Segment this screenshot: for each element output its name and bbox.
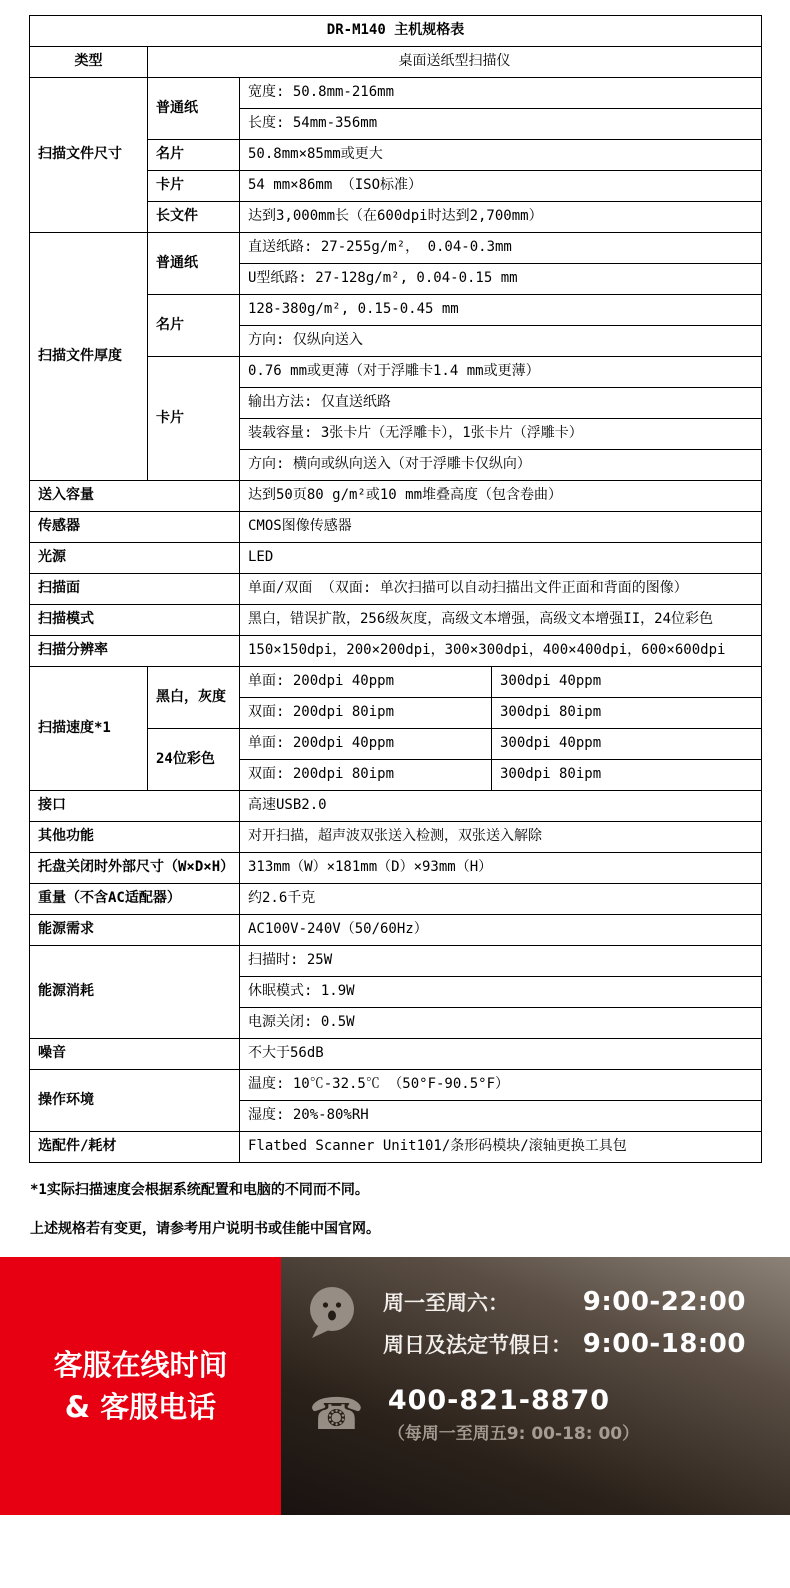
cell-speed-color-duplex-200: 双面: 200dpi 80ipm (240, 760, 492, 791)
cell-long-doc: 达到3,000mm长（在600dpi时达到2,700mm） (240, 202, 762, 233)
chat-bubble-icon (303, 1283, 361, 1345)
row-label-dimensions: 托盘关闭时外部尺寸（W×D×H） (30, 853, 240, 884)
service-phone-section (303, 1385, 746, 1444)
sub-label-namecard2: 名片 (148, 295, 240, 357)
row-label-weight: 重量（不含AC适配器） (30, 884, 240, 915)
cell-speed-color-simplex-200: 单面: 200dpi 40ppm (240, 729, 492, 760)
cell-sensor: CMOS图像传感器 (240, 512, 762, 543)
phone-text-block (388, 1385, 639, 1444)
service-title-line2: & 客服电话 (64, 1390, 217, 1424)
cell-plain-width: 宽度: 50.8mm-216mm (240, 78, 762, 109)
row-label-doc-thickness: 扫描文件厚度 (30, 233, 148, 481)
table-row (30, 605, 762, 636)
cell-card-size: 54 mm×86mm （ISO标准） (240, 171, 762, 202)
row-label-power-consumption: 能源消耗 (30, 946, 240, 1039)
telephone-icon: ☎ (309, 1388, 364, 1440)
table-row (30, 822, 762, 853)
service-hours-section (303, 1283, 746, 1359)
sub-label-card2: 卡片 (148, 357, 240, 481)
table-row (30, 1070, 762, 1101)
spec-page (0, 15, 790, 1515)
customer-service-banner (0, 1257, 790, 1515)
row-label-scan-modes: 扫描模式 (30, 605, 240, 636)
cell-speed-color-simplex-300: 300dpi 40ppm (492, 729, 762, 760)
cell-dimensions: 313mm（W）×181mm（D）×93mm（H） (240, 853, 762, 884)
hours-holiday-time: 9:00-18:00 (582, 1329, 746, 1359)
footnotes (30, 1179, 790, 1238)
table-row (30, 481, 762, 512)
cell-speed-bw-duplex-200: 双面: 200dpi 80ipm (240, 698, 492, 729)
row-label-resolution: 扫描分辨率 (30, 636, 240, 667)
table-row (30, 1039, 762, 1070)
sub-label-plain-paper2: 普通纸 (148, 233, 240, 295)
spec-table (29, 15, 762, 1163)
cell-light-source: LED (240, 543, 762, 574)
sub-label-bw-gray: 黑白，灰度 (148, 667, 240, 729)
cell-speed-bw-duplex-300: 300dpi 80ipm (492, 698, 762, 729)
hours-holiday-label: 周日及法定节假日： (383, 1333, 572, 1357)
table-row (30, 16, 762, 47)
cell-consumption-sleep: 休眠模式: 1.9W (240, 977, 762, 1008)
row-label-sensor: 传感器 (30, 512, 240, 543)
cell-thick-card-1: 0.76 mm或更薄（对于浮雕卡1.4 mm或更薄） (240, 357, 762, 388)
hours-weekday-label: 周一至周六： (383, 1291, 509, 1315)
row-label-light-source: 光源 (30, 543, 240, 574)
table-row (30, 47, 762, 78)
cell-resolution: 150×150dpi，200×200dpi，300×300dpi，400×400dpi，600×600dpi (240, 636, 762, 667)
row-label-other-functions: 其他功能 (30, 822, 240, 853)
row-label-environment: 操作环境 (30, 1070, 240, 1132)
service-title-block (0, 1257, 281, 1515)
row-label-type: 类型 (30, 47, 148, 78)
row-label-noise: 噪音 (30, 1039, 240, 1070)
table-row (30, 884, 762, 915)
cell-thick-namecard-1: 128-380g/m², 0.15-0.45 mm (240, 295, 762, 326)
cell-plain-length: 长度: 54mm-356mm (240, 109, 762, 140)
sub-label-24bit-color: 24位彩色 (148, 729, 240, 791)
cell-interface: 高速USB2.0 (240, 791, 762, 822)
cell-noise: 不大于56dB (240, 1039, 762, 1070)
cell-weight: 约2.6千克 (240, 884, 762, 915)
row-label-capacity: 送入容量 (30, 481, 240, 512)
row-label-power-requirement: 能源需求 (30, 915, 240, 946)
table-row (30, 78, 762, 109)
row-label-scan-speed: 扫描速度*1 (30, 667, 148, 791)
table-row (30, 667, 762, 698)
table-row (30, 233, 762, 264)
cell-speed-bw-simplex-200: 单面: 200dpi 40ppm (240, 667, 492, 698)
table-row (30, 512, 762, 543)
sub-label-card: 卡片 (148, 171, 240, 202)
cell-scan-sides: 单面/双面 （双面: 单次扫描可以自动扫描出文件正面和背面的图像） (240, 574, 762, 605)
cell-speed-color-duplex-300: 300dpi 80ipm (492, 760, 762, 791)
sub-label-plain-paper: 普通纸 (148, 78, 240, 140)
table-row (30, 853, 762, 884)
row-label-interface: 接口 (30, 791, 240, 822)
cell-type-value: 桌面送纸型扫描仪 (148, 47, 762, 78)
footnote-disclaimer: 上述规格若有变更，请参考用户说明书或佳能中国官网。 (30, 1221, 380, 1237)
cell-thick-card-2: 输出方法: 仅直送纸路 (240, 388, 762, 419)
hours-row-weekday (383, 1287, 746, 1317)
row-label-doc-size: 扫描文件尺寸 (30, 78, 148, 233)
cell-options: Flatbed Scanner Unit101/条形码模块/滚轴更换工具包 (240, 1132, 762, 1163)
hours-row-holiday (383, 1329, 746, 1359)
cell-thick-card-4: 方向: 横向或纵向送入（对于浮雕卡仅纵向） (240, 450, 762, 481)
cell-env-temperature: 温度: 10℃-32.5℃ （50°F-90.5°F） (240, 1070, 762, 1101)
table-row (30, 543, 762, 574)
sub-label-long-doc: 长文件 (148, 202, 240, 233)
footnote-speed: *1实际扫描速度会根据系统配置和电脑的不同而不同。 (30, 1182, 369, 1198)
service-info-block (281, 1257, 790, 1515)
table-row (30, 946, 762, 977)
cell-capacity: 达到50页80 g/m²或10 mm堆叠高度（包含卷曲） (240, 481, 762, 512)
cell-env-humidity: 湿度: 20%-80%RH (240, 1101, 762, 1132)
service-title-line1: 客服在线时间 (53, 1347, 228, 1382)
cell-namecard-size: 50.8mm×85mm或更大 (240, 140, 762, 171)
table-row (30, 636, 762, 667)
row-label-options: 选配件/耗材 (30, 1132, 240, 1163)
cell-speed-bw-simplex-300: 300dpi 40ppm (492, 667, 762, 698)
cell-thick-card-3: 装载容量: 3张卡片（无浮雕卡），1张卡片（浮雕卡） (240, 419, 762, 450)
cell-thick-namecard-2: 方向: 仅纵向送入 (240, 326, 762, 357)
service-hours-rows (383, 1283, 746, 1359)
table-row (30, 791, 762, 822)
cell-consumption-scanning: 扫描时: 25W (240, 946, 762, 977)
cell-thick-plain-2: U型纸路: 27-128g/m², 0.04-0.15 mm (240, 264, 762, 295)
cell-other-functions: 对开扫描，超声波双张送入检测，双张送入解除 (240, 822, 762, 853)
cell-consumption-off: 电源关闭: 0.5W (240, 1008, 762, 1039)
table-title: DR-M140 主机规格表 (30, 16, 762, 47)
table-row (30, 915, 762, 946)
row-label-scan-sides: 扫描面 (30, 574, 240, 605)
cell-scan-modes: 黑白，错误扩散，256级灰度，高级文本增强，高级文本增强II，24位彩色 (240, 605, 762, 636)
cell-thick-plain-1: 直送纸路: 27-255g/m²， 0.04-0.3mm (240, 233, 762, 264)
table-row (30, 574, 762, 605)
table-row (30, 1132, 762, 1163)
cell-power-requirement: AC100V-240V（50/60Hz） (240, 915, 762, 946)
hours-weekday-time: 9:00-22:00 (582, 1287, 746, 1317)
sub-label-namecard: 名片 (148, 140, 240, 171)
service-phone-note: （每周一至周五9: 00-18: 00） (387, 1424, 640, 1444)
service-phone-number: 400-821-8870 (387, 1385, 611, 1416)
